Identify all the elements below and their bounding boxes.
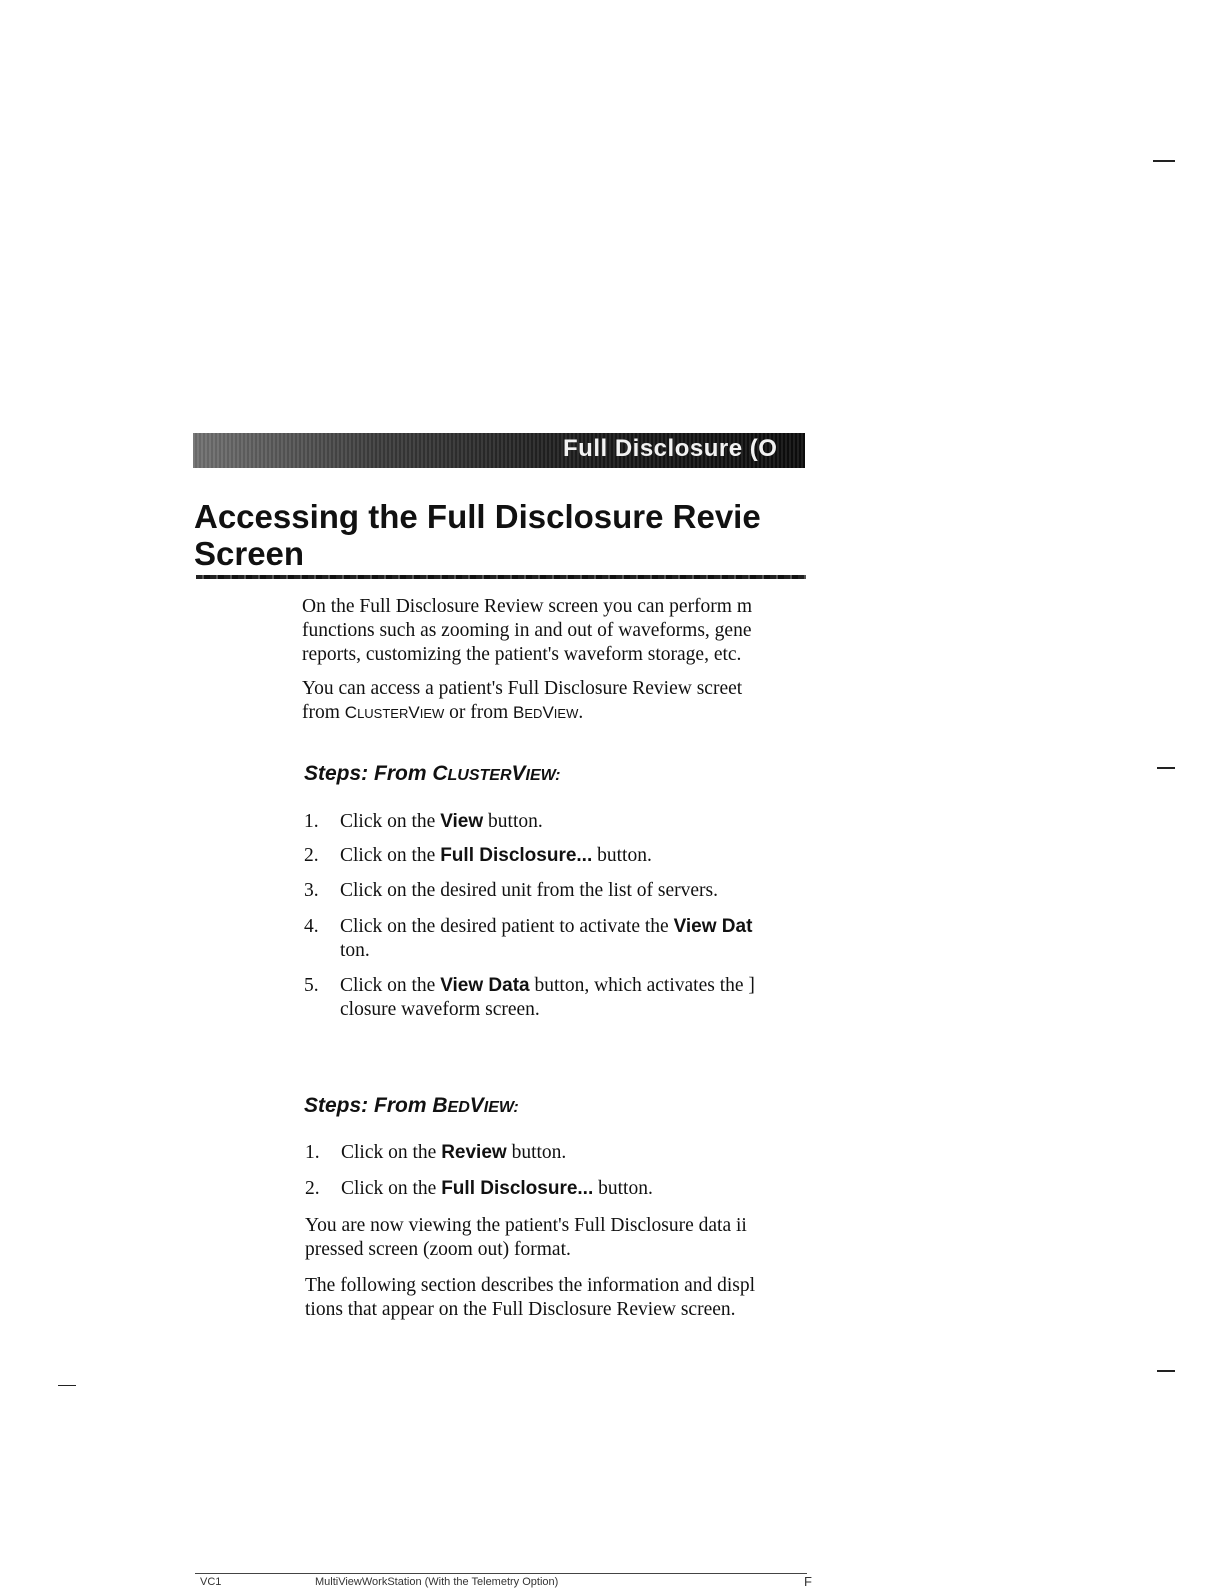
clusterview-step-1: 1. Click on the View button. (304, 811, 543, 832)
text-line: You are now viewing the patient's Full Disclosure data ii (305, 1215, 747, 1236)
text-line: tions that appear on the Full Disclosure Review screen. (305, 1299, 736, 1320)
closing-paragraph-2 (305, 1274, 810, 1322)
clusterview-steps-heading: Steps: From CLUSTERVIEW: (304, 762, 561, 785)
section-header-band (193, 433, 805, 468)
text-line: from CLUSTERVIEW or from BEDVIEW. (302, 702, 584, 723)
review-button-ref: Review (441, 1142, 507, 1163)
full-disclosure-button-ref: Full Disclosure... (440, 845, 593, 866)
page-title-line-2: Screen (194, 535, 305, 572)
bedview-step-2: 2. Click on the Full Disclosure... button. (305, 1178, 653, 1199)
view-data-button-ref: View Data (440, 975, 530, 996)
full-disclosure-button-ref: Full Disclosure... (441, 1178, 594, 1199)
clusterview-step-2: 2. Click on the Full Disclosure... button. (304, 845, 652, 866)
text-line: On the Full Disclosure Review screen you can perform m (302, 596, 753, 617)
section-header-title: Full Disclosure (O (563, 435, 778, 462)
footer-left-text: VC1 (200, 1576, 222, 1588)
title-rule (196, 575, 806, 579)
intro-paragraph-1 (302, 595, 807, 667)
view-data-button-ref: View Dat (673, 916, 753, 937)
page-title (194, 498, 805, 572)
text-line: pressed screen (zoom out) format. (305, 1239, 571, 1260)
text-line: functions such as zooming in and out of waveforms, gene (302, 620, 752, 641)
clusterview-step-4: 4. Click on the desired patient to activate the View Dat ton. (304, 916, 753, 961)
text-line: reports, customizing the patient's waveform storage, etc. (302, 644, 742, 665)
footer-book-title: MultiViewWorkStation (With the Telemetry Option) (315, 1576, 559, 1588)
intro-paragraph-2 (302, 677, 807, 726)
footer-right-text: F (804, 1574, 812, 1589)
page-title-line-1: Accessing the Full Disclosure Revie (194, 498, 761, 535)
bedview-steps-heading: Steps: From BEDVIEW: (304, 1094, 519, 1117)
clusterview-step-5: 5. Click on the View Data button, which activates the ] closure waveform screen. (304, 975, 755, 1020)
footer-rule (195, 1573, 807, 1574)
bedview-step-1: 1. Click on the Review button. (305, 1142, 567, 1163)
clusterview-step-3: 3. Click on the desired unit from the list of servers. (304, 880, 719, 901)
view-button-ref: View (440, 811, 484, 832)
scan-mark (1157, 767, 1175, 769)
bedview-term: BEDVIEW (513, 703, 579, 722)
text-line: The following section describes the information and displ (305, 1275, 756, 1296)
text-line: You can access a patient's Full Disclosure Review screet (302, 678, 743, 699)
clusterview-term: CLUSTERVIEW (344, 703, 445, 722)
scan-mark (1157, 1370, 1175, 1372)
scan-mark (1153, 160, 1175, 162)
scan-mark (58, 1385, 76, 1386)
closing-paragraph-1 (305, 1214, 810, 1262)
